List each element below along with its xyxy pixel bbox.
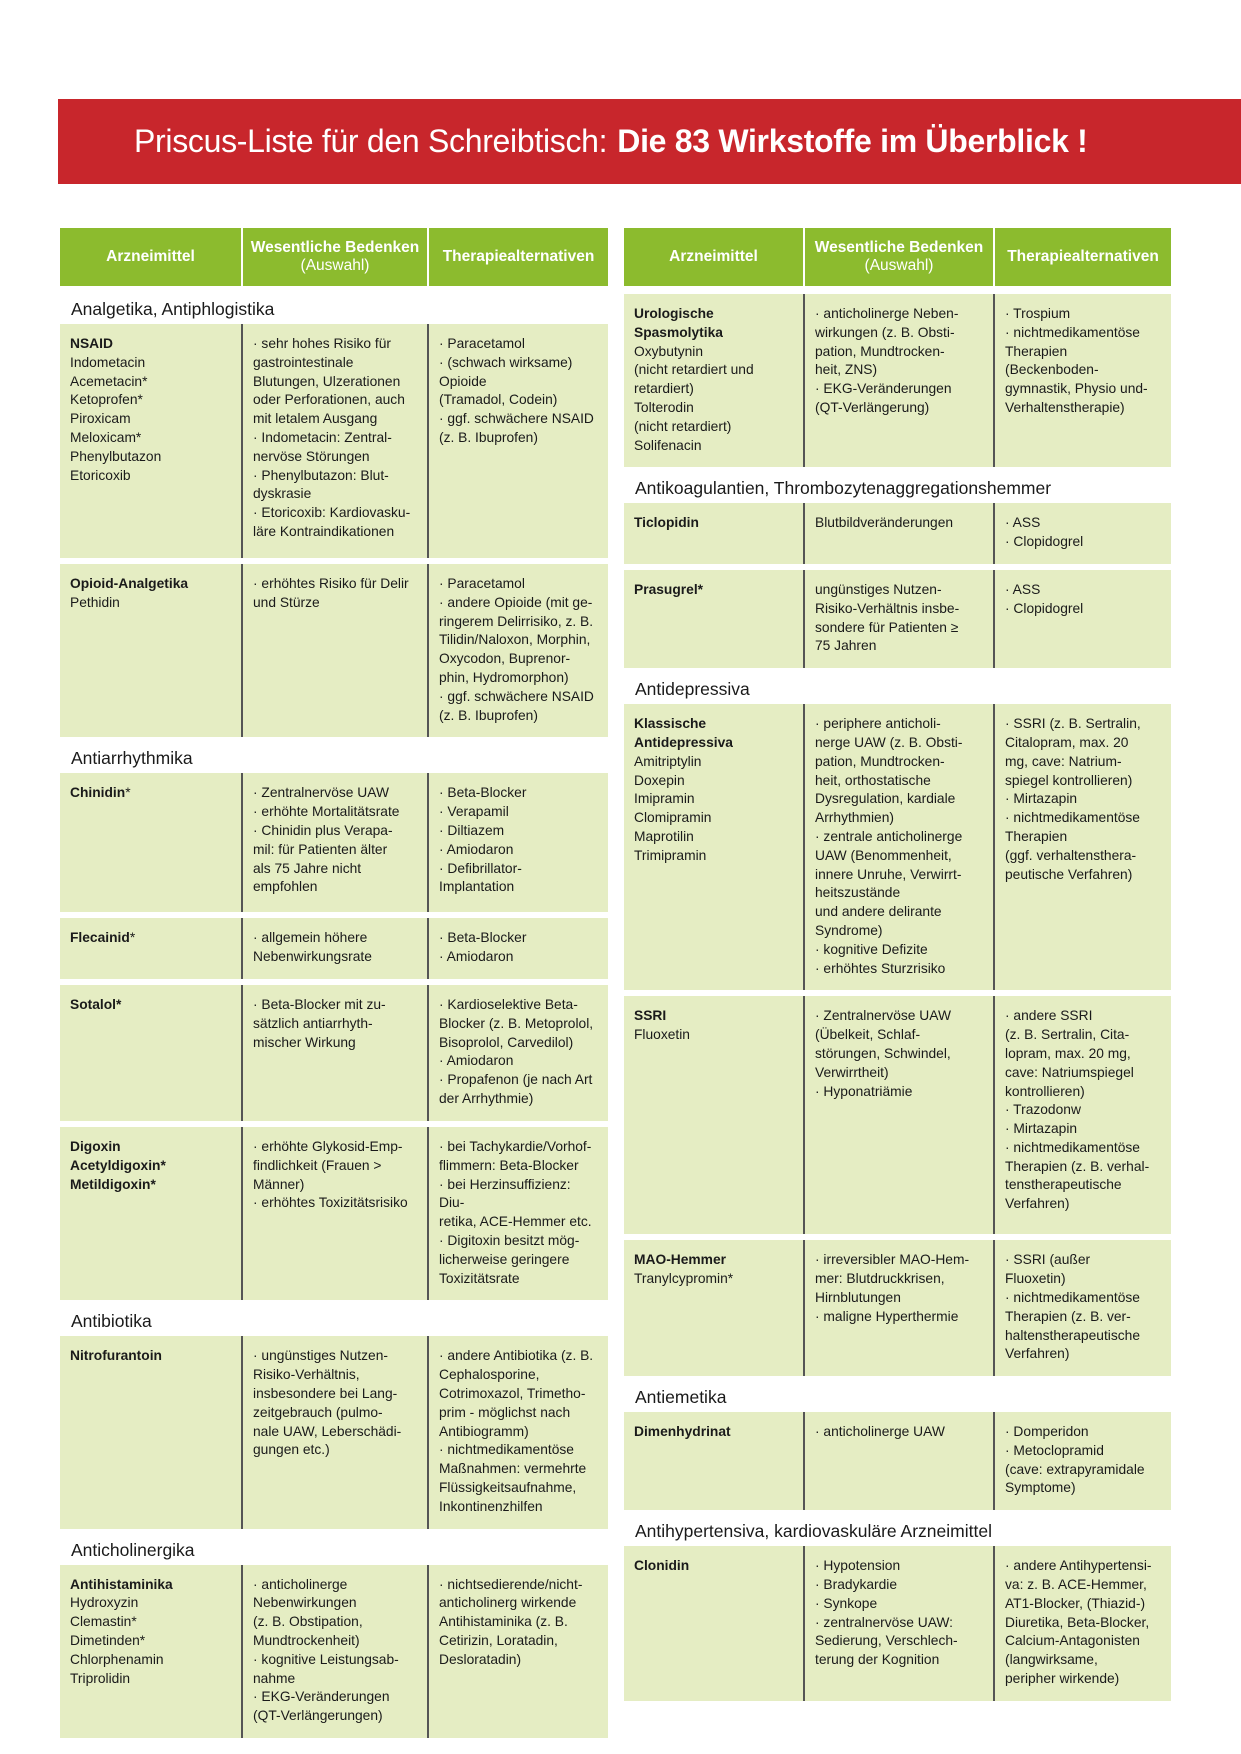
alternatives-cell: · Paracetamol · andere Opioide (mit ge- ringerem Delirrisiko, z. B. Tilidin/Naloxon, Morphin, Oxycodon, Buprenor- phin, Hydromorphon) · ggf. schwächere NSAID (z. B. Ibuprofen) <box>427 564 608 737</box>
drug-list: Indometacin Acemetacin* Ketoprofen* Piroxicam Meloxicam* Phenylbutazon Etoricoxib <box>70 354 162 483</box>
table-body <box>624 294 1171 1707</box>
concerns-cell: · allgemein höhere Nebenwirkungsrate <box>241 918 427 979</box>
drug-group-name: Ticlopidin <box>634 515 699 531</box>
section-heading: Antikoagulantien, Thrombozytenaggregationshemmer <box>624 473 1171 503</box>
drug-cell <box>624 996 803 1234</box>
left-table <box>60 228 608 1744</box>
drug-list: Hydroxyzin Clemastin* Dimetinden* Chlorphenamin Triprolidin <box>70 1595 164 1686</box>
alternatives-cell: · bei Tachykardie/Vorhof- flimmern: Beta-Blocker · bei Herzinsuffizienz: Diu- retika, ACE-Hemmer etc. · Digitoxin besitzt mög- licherweise geringere Toxizitätsrate <box>427 1127 608 1300</box>
alternatives-cell: · Domperidon · Metoclopramid (cave: extrapyramidale Symptome) <box>993 1412 1171 1510</box>
drug-list: Fluoxetin <box>634 1027 690 1043</box>
drug-cell <box>60 564 241 737</box>
drug-group-name: Urologische Spasmolytika <box>634 306 723 340</box>
section-heading: Antiemetika <box>624 1382 1171 1412</box>
alternatives-cell: · SSRI (z. B. Sertralin, Citalopram, max. 20 mg, cave: Natrium- spiegel kontrollieren) · Mirtazapin · nichtmedikamentöse Therapien (ggf. verhaltensthera- peutische Verfahren) <box>993 704 1171 990</box>
drug-group-name: Opioid-Analgetika <box>70 576 189 591</box>
drug-list: Amitriptylin Doxepin Imipramin Clomipramin Maprotilin Trimipramin <box>634 753 712 863</box>
section-heading: Antidepressiva <box>624 674 1171 704</box>
drug-cell <box>624 570 803 668</box>
table-row <box>624 503 1171 570</box>
drug-group-name: Chinidin* <box>70 785 131 801</box>
drug-cell <box>624 1412 803 1510</box>
section-heading: Anticholinergika <box>60 1535 608 1565</box>
section-heading: Antiarrhythmika <box>60 743 608 773</box>
drug-group-name: NSAID <box>70 336 113 351</box>
table-row <box>624 570 1171 674</box>
header-bedenken: Wesentliche Bedenken (Auswahl) <box>803 228 993 286</box>
table-row <box>624 294 1171 473</box>
drug-cell <box>624 294 803 467</box>
table-body <box>60 294 608 1744</box>
drug-cell <box>60 985 241 1121</box>
drug-cell <box>60 1127 241 1300</box>
table-row <box>60 1336 608 1534</box>
concerns-cell: · Zentralnervöse UAW (Übelkeit, Schlaf- störungen, Schwindel, Verwirrtheit) · Hyponatriämie <box>803 996 993 1234</box>
table-row <box>60 324 608 564</box>
alternatives-cell: · Paracetamol · (schwach wirksame) Opioide (Tramadol, Codein) · ggf. schwächere NSAID (z. B. Ibuprofen) <box>427 324 608 558</box>
drug-list: Pethidin <box>70 594 120 610</box>
alternatives-cell: · andere Antibiotika (z. B. Cephalosporine, Cotrimoxazol, Trimetho- prim - möglichst nach Antibiogramm) · nichtmedikamentöse Maßnahmen: vermehrte Flüssigkeitsaufnahme, Inkontinenzhilfen <box>427 1336 608 1528</box>
table-row <box>60 985 608 1127</box>
drug-cell <box>624 1546 803 1701</box>
alternatives-cell: · Beta-Blocker · Amiodaron <box>427 918 608 979</box>
table-row <box>60 773 608 918</box>
drug-group-name: Dimenhydrinat <box>634 1424 731 1440</box>
drug-cell <box>60 324 241 558</box>
concerns-cell: Blutbildveränderungen <box>803 503 993 564</box>
table-header <box>60 228 608 286</box>
drug-group-name: Sotalol* <box>70 996 122 1012</box>
table-row <box>624 1412 1171 1516</box>
table-row <box>60 918 608 985</box>
table-row <box>60 564 608 743</box>
alternatives-cell: · ASS · Clopidogrel <box>993 503 1171 564</box>
concerns-cell: · periphere anticholi- nerge UAW (z. B. Obsti- pation, Mundtrocken- heit, orthostatische Dysregulation, kardiale Arrhythmien) · zentrale anticholinerge UAW (Benommenheit, innere Unruhe, Verwirrt- heitszustände und andere delirante Syndrome) · kognitive Defizite · erhöhtes Sturzrisiko <box>803 704 993 990</box>
concerns-cell: · Zentralnervöse UAW · erhöhte Mortalitätsrate · Chinidin plus Verapa- mil: für Patienten älter als 75 Jahre nicht empfohlen <box>241 773 427 912</box>
header-alternativen: Therapiealternativen <box>427 228 608 286</box>
table-row <box>624 704 1171 996</box>
drug-cell <box>60 1565 241 1738</box>
header-alternativen: Therapiealternativen <box>993 228 1171 286</box>
concerns-cell: · erhöhtes Risiko für Delir und Stürze <box>241 564 427 737</box>
concerns-cell: · erhöhte Glykosid-Emp- findlichkeit (Frauen > Männer) · erhöhtes Toxizitätsrisiko <box>241 1127 427 1300</box>
table-row <box>60 1565 608 1744</box>
drug-cell <box>60 1336 241 1528</box>
drug-cell <box>624 1240 803 1376</box>
alternatives-cell: · Beta-Blocker · Verapamil · Diltiazem · Amiodaron · Defibrillator- Implantation <box>427 773 608 912</box>
title-light: Priscus-Liste für den Schreibtisch: <box>134 123 608 159</box>
table-row <box>60 1127 608 1306</box>
drug-cell <box>60 918 241 979</box>
drug-group-name: Digoxin Acetyldigoxin* Metildigoxin* <box>70 1138 166 1192</box>
table-row <box>624 1546 1171 1707</box>
concerns-cell: · anticholinerge Nebenwirkungen (z. B. Obstipation, Mundtrockenheit) · kognitive Leistungsab- nahme · EKG-Veränderungen (QT-Verlängerungen) <box>241 1565 427 1738</box>
drug-cell <box>624 704 803 990</box>
title-bold: Die 83 Wirkstoffe im Überblick ! <box>617 123 1088 159</box>
alternatives-cell: · andere SSRI (z. B. Sertralin, Cita- lopram, max. 20 mg, cave: Natriumspiegel kontrollieren) · Trazodonw · Mirtazapin · nichtmedikamentöse Therapien (z. B. verhal- tenstherapeutische Verfahren) <box>993 996 1171 1234</box>
alternatives-cell: · nichtsedierende/nicht- anticholinerg wirkende Antihistaminika (z. B. Cetirizin, Loratadin, Desloratadin) <box>427 1565 608 1738</box>
drug-group-name: Klassische Antidepressiva <box>634 716 733 750</box>
concerns-cell: · Beta-Blocker mit zu- sätzlich antiarrhyth- mischer Wirkung <box>241 985 427 1121</box>
drug-group-name: MAO-Hemmer <box>634 1252 726 1268</box>
drug-group-name: Prasugrel* <box>634 581 704 597</box>
alternatives-cell: · Trospium · nichtmedikamentöse Therapien (Beckenboden- gymnastik, Physio und- Verhaltenstherapie) <box>993 294 1171 467</box>
section-heading: Analgetika, Antiphlogistika <box>60 294 608 324</box>
alternatives-cell: · Kardioselektive Beta- Blocker (z. B. Metoprolol, Bisoprolol, Carvedilol) · Amiodaron · Propafenon (je nach Art der Arrhythmie) <box>427 985 608 1121</box>
concerns-cell: · ungünstiges Nutzen- Risiko-Verhältnis, insbesondere bei Lang- zeitgebrauch (pulmo- nale UAW, Leberschädi- gungen etc.) <box>241 1336 427 1528</box>
right-table <box>624 228 1171 1707</box>
header-arzneimittel: Arzneimittel <box>669 248 758 265</box>
concerns-cell: · anticholinerge UAW <box>803 1412 993 1510</box>
drug-group-name: Flecainid* <box>70 930 136 946</box>
drug-list: Tranylcypromin* <box>634 1271 734 1287</box>
drug-cell <box>624 503 803 564</box>
table-row <box>624 996 1171 1240</box>
drug-cell <box>60 773 241 912</box>
drug-group-name: Clonidin <box>634 1558 690 1574</box>
header-bedenken: Wesentliche Bedenken (Auswahl) <box>241 228 427 286</box>
alternatives-cell: · ASS · Clopidogrel <box>993 570 1171 668</box>
drug-group-name: Antihistaminika <box>70 1576 173 1592</box>
section-heading: Antihypertensiva, kardiovaskuläre Arzneimittel <box>624 1516 1171 1546</box>
concerns-cell: · irreversibler MAO-Hem- mer: Blutdruckkrisen, Hirnblutungen · maligne Hyperthermie <box>803 1240 993 1376</box>
drug-group-name: Nitrofurantoin <box>70 1348 162 1364</box>
drug-group-name: SSRI <box>634 1008 667 1024</box>
concerns-cell: · Hypotension · Bradykardie · Synkope · zentralnervöse UAW: Sedierung, Verschlech- terung der Kognition <box>803 1546 993 1701</box>
concerns-cell: · anticholinerge Neben- wirkungen (z. B. Obsti- pation, Mundtrocken- heit, ZNS) · EKG-Veränderungen (QT-Verlängerung) <box>803 294 993 467</box>
drug-list: Oxybutynin (nicht retardiert und retardiert) Tolterodin (nicht retardiert) Solifenacin <box>634 343 754 453</box>
table-row <box>624 1240 1171 1382</box>
header-arzneimittel: Arzneimittel <box>106 248 195 265</box>
section-heading: Antibiotika <box>60 1306 608 1336</box>
alternatives-cell: · andere Antihypertensi- va: z. B. ACE-Hemmer, AT1-Blocker, (Thiazid-) Diuretika, Beta-Blocker, Calcium-Antagonisten (langwirksame, peripher wirkende) <box>993 1546 1171 1701</box>
table-header <box>624 228 1171 286</box>
alternatives-cell: · SSRI (außer Fluoxetin) · nichtmedikamentöse Therapien (z. B. ver- haltenstherapeutische Verfahren) <box>993 1240 1171 1376</box>
concerns-cell: · sehr hohes Risiko für gastrointestinale Blutungen, Ulzerationen oder Perforationen, auch mit letalem Ausgang · Indometacin: Zentral- nervöse Störungen · Phenylbutazon: Blut- dyskrasie · Etoricoxib: Kardiovasku- läre Kontraindikationen <box>241 324 427 558</box>
concerns-cell: ungünstiges Nutzen- Risiko-Verhältnis insbe- sondere für Patienten ≥ 75 Jahren <box>803 570 993 668</box>
title-banner <box>58 99 1241 184</box>
